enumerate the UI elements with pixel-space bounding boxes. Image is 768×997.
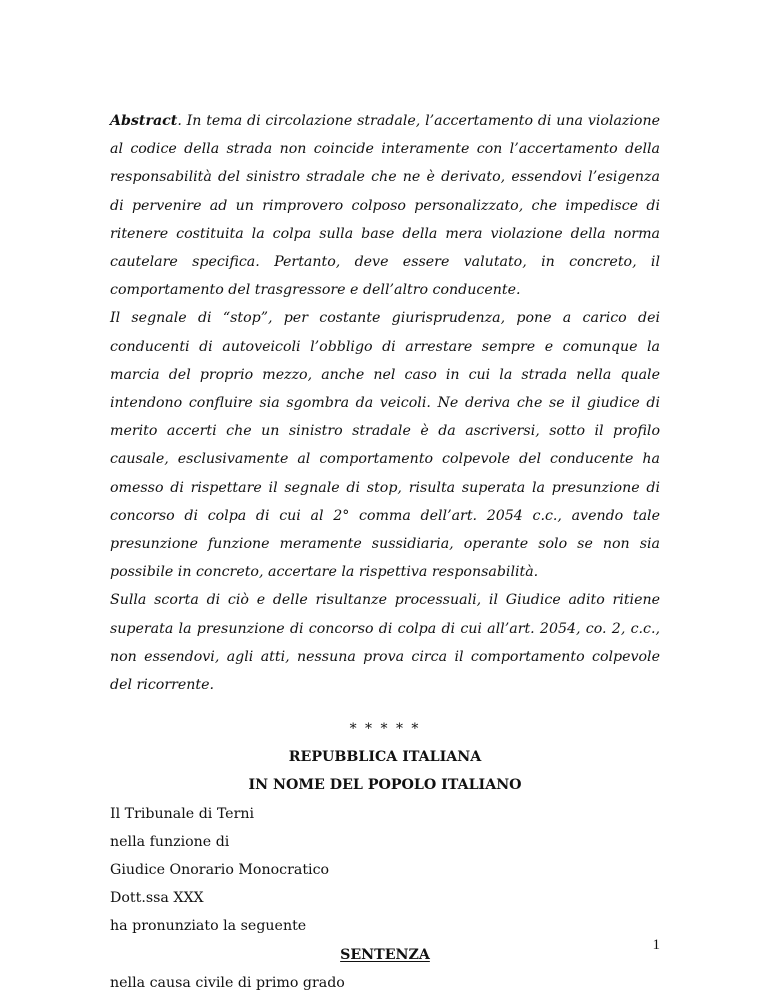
court-line-2: nella funzione di xyxy=(110,833,230,850)
court-line-1: Il Tribunale di Terni xyxy=(110,805,255,822)
document-page xyxy=(110,107,660,997)
abstract-paragraph-1 xyxy=(110,107,660,304)
sentenza-heading: SENTENZA xyxy=(340,946,430,963)
court-line-4: Dott.ssa XXX xyxy=(110,890,204,907)
abstract-lead: Abstract xyxy=(110,113,178,129)
heading-people: IN NOME DEL POPOLO ITALIANO xyxy=(248,777,522,794)
abstract-section xyxy=(110,107,660,699)
court-line-3: Giudice Onorario Monocratico xyxy=(110,862,330,879)
abstract-paragraph-3: Sulla scorta di ciò e delle risultanze processuali, il Giudice adito ritiene superata la presunzione di concorso di colpa di cui all’art. 2054, co. 2, c.c., non essendovi, agli atti, nessuna prova circa il comportamento colpevole del ricorrente. xyxy=(110,592,660,694)
closing-line: nella causa civile di primo grado xyxy=(110,974,345,991)
page-number: 1 xyxy=(652,937,660,953)
abstract-paragraph-1-text: . In tema di circolazione stradale, l’accertamento di una violazione al codice della strada non coincide interamente con l’accertamento della responsabilità del sinistro stradale che ne è derivato, essendovi l’esigenza di pervenire ad un rimprovero colposo personalizzato, che impedisce di ritenere costituita la colpa sulla base della mera violazione della norma cautelare specifica. Pertanto, deve essere valutato, in concreto, il comportamento del trasgressore e dell’altro conducente. xyxy=(110,113,660,299)
abstract-paragraph-2: Il segnale di “stop”, per costante giurisprudenza, pone a carico dei conducenti di autoveicoli l’obbligo di arrestare sempre e comunque la marcia del proprio mezzo, anche nel caso in cui la strada nella quale intendono confluire sia sgombra da veicoli. Ne deriva che se il giudice di merito accerti che un sinistro stradale è da ascriversi, sotto il profilo causale, esclusivamente al comportamento colpevole del conducente ha omesso di rispettare il segnale di stop, risulta superata la presunzione di concorso di colpa di cui al 2° comma dell’art. 2054 c.c., avendo tale presunzione funzione meramente sussidiaria, operante solo se non sia possibile in concreto, accertare la rispettiva responsabilità. xyxy=(110,310,660,581)
court-line-5: ha pronunziato la seguente xyxy=(110,918,307,935)
separator: * * * * * xyxy=(349,721,421,738)
heading-republic: REPUBBLICA ITALIANA xyxy=(288,749,482,766)
